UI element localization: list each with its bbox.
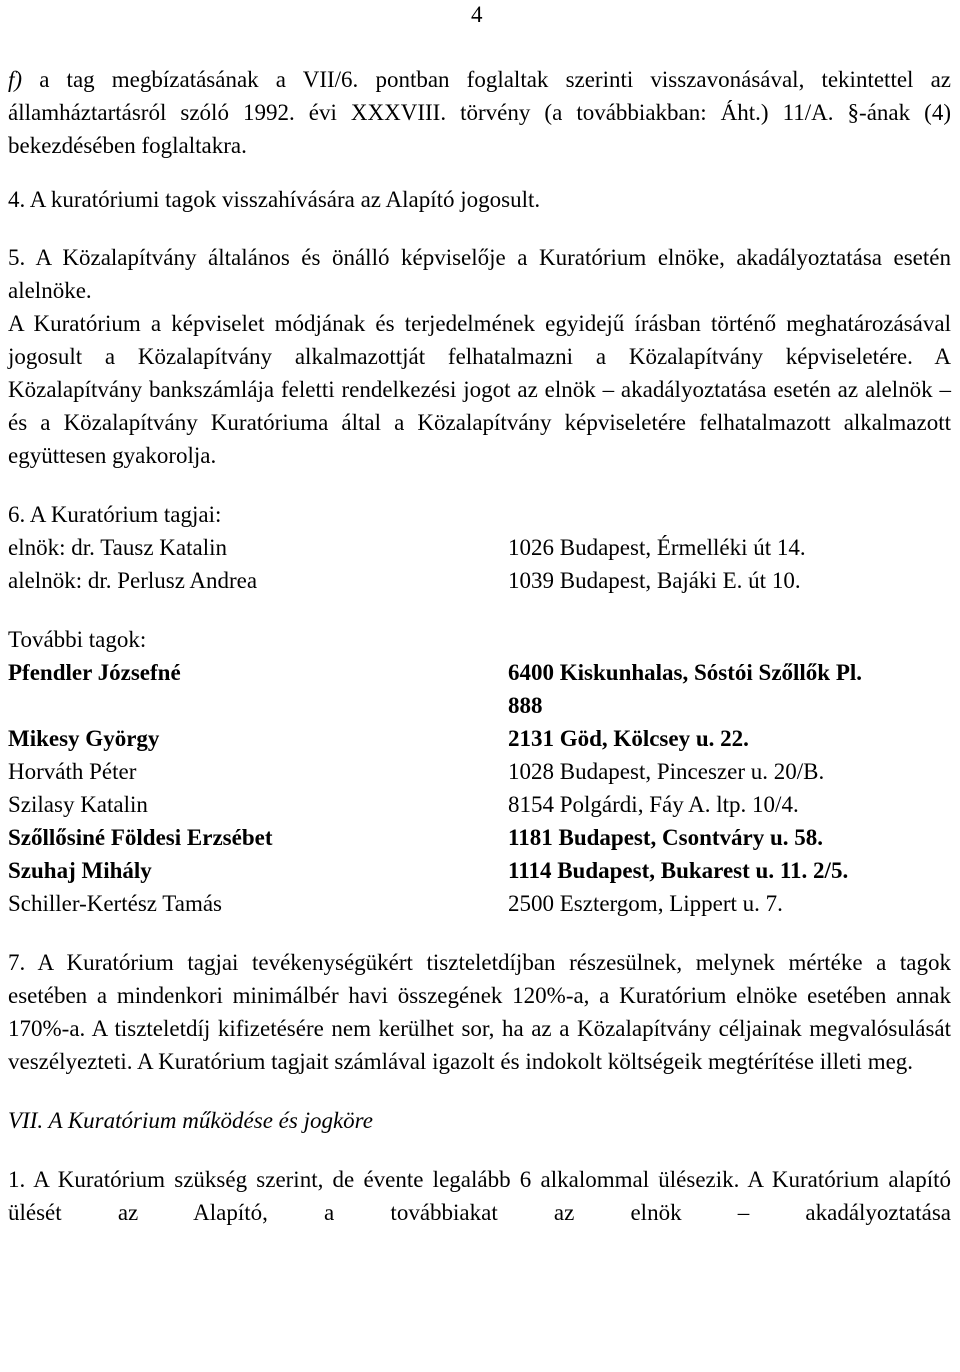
officer-name: elnök: dr. Tausz Katalin [8, 535, 227, 560]
member-address [508, 656, 951, 722]
paragraph-vii-1: 1. A Kuratórium szükség szerint, de évente legalább 6 alkalommal ülésezik. A Kuratórium alapító ülését az Alapító, a továbbiakat az elnök – akadályoztatása [8, 1167, 951, 1225]
member-row [8, 722, 951, 755]
paragraph-4: 4. A kuratóriumi tagok visszahívására az Alapító jogosult. [8, 187, 541, 212]
member-name: Horváth Péter [8, 759, 137, 784]
members-heading: További tagok: [8, 627, 147, 652]
member-address: 8154 Polgárdi, Fáy A. ltp. 10/4. [508, 792, 799, 817]
members-list [8, 656, 951, 920]
paragraph-f [8, 63, 951, 162]
officer-address: 1026 Budapest, Érmelléki út 14. [508, 535, 806, 560]
paragraph-6-heading: 6. A Kuratórium tagjai: [8, 502, 222, 527]
officer-row [8, 531, 951, 564]
member-name: Pfendler Józsefné [8, 660, 181, 685]
document-body [8, 63, 951, 1229]
paragraph-7: 7. A Kuratórium tagjai tevékenységükért tiszteletdíjban részesülnek, melynek mértéke a tagok esetében a mindenkori minimálbér havi összegének 120%-a, a Kuratórium elnöke esetében annak 170%-a. A tiszteletdíj kifizetésére nem kerülhet sor, ha az a Közalapítvány céljainak megvalósulását veszélyezteti. A Kuratórium tagjait számlával igazolt és indokolt költségeik megtérítése illeti meg. [8, 950, 951, 1074]
page-number: 4 [471, 2, 483, 27]
member-row [8, 755, 951, 788]
member-name: Mikesy György [8, 726, 160, 751]
member-name: Szuhaj Mihály [8, 858, 152, 883]
officer-row [8, 564, 951, 597]
member-address: 2131 Göd, Kölcsey u. 22. [508, 726, 749, 751]
member-name: Szilasy Katalin [8, 792, 148, 817]
list-label-f: f) [8, 67, 23, 92]
member-row [8, 887, 951, 920]
paragraph-5b: A Kuratórium a képviselet módjának és terjedelmének egyidejű írásban történő meghatározásával jogosult a Közalapítvány alkalmazottját felhatalmazni a Közalapítvány képviseletére. A Közalapítvány bankszámlája feletti rendelkezési jogot az elnök – akadályoztatása esetén az alelnök – és a Közalapítvány Kuratóriuma által a Közalapítvány képviseletére felhatalmazott alkalmazott együttesen gyakorolja. [8, 311, 951, 468]
officer-name: alelnök: dr. Perlusz Andrea [8, 568, 258, 593]
member-row [8, 821, 951, 854]
member-row [8, 854, 951, 887]
member-row [8, 788, 951, 821]
section-heading-vii: VII. A Kuratórium működése és jogköre [8, 1108, 373, 1133]
member-address: 1181 Budapest, Csontváry u. 58. [508, 825, 824, 850]
member-name: Schiller-Kertész Tamás [8, 891, 223, 916]
member-address: 2500 Esztergom, Lippert u. 7. [508, 891, 783, 916]
member-address-continuation: 888 [508, 693, 543, 718]
member-address-line: 6400 Kiskunhalas, Sóstói Szőllők Pl. [508, 660, 863, 685]
officer-address: 1039 Budapest, Bajáki E. út 10. [508, 568, 801, 593]
paragraph-5a: 5. A Közalapítvány általános és önálló képviselője a Kuratórium elnöke, akadályoztatása esetén alelnöke. [8, 245, 951, 303]
paragraph-f-text: a tag megbízatásának a VII/6. pontban foglaltak szerinti visszavonásával, tekintettel az államháztartásról szóló 1992. évi XXXVIII. törvény (a továbbiakban: Áht.) 11/A. §-ának (4) bekezdésében foglaltakra. [8, 67, 951, 158]
member-address: 1028 Budapest, Pinceszer u. 20/B. [508, 759, 825, 784]
member-address: 1114 Budapest, Bukarest u. 11. 2/5. [508, 858, 849, 883]
member-name: Szőllősiné Földesi Erzsébet [8, 825, 273, 850]
member-row [8, 656, 951, 722]
officers-list [8, 531, 951, 597]
